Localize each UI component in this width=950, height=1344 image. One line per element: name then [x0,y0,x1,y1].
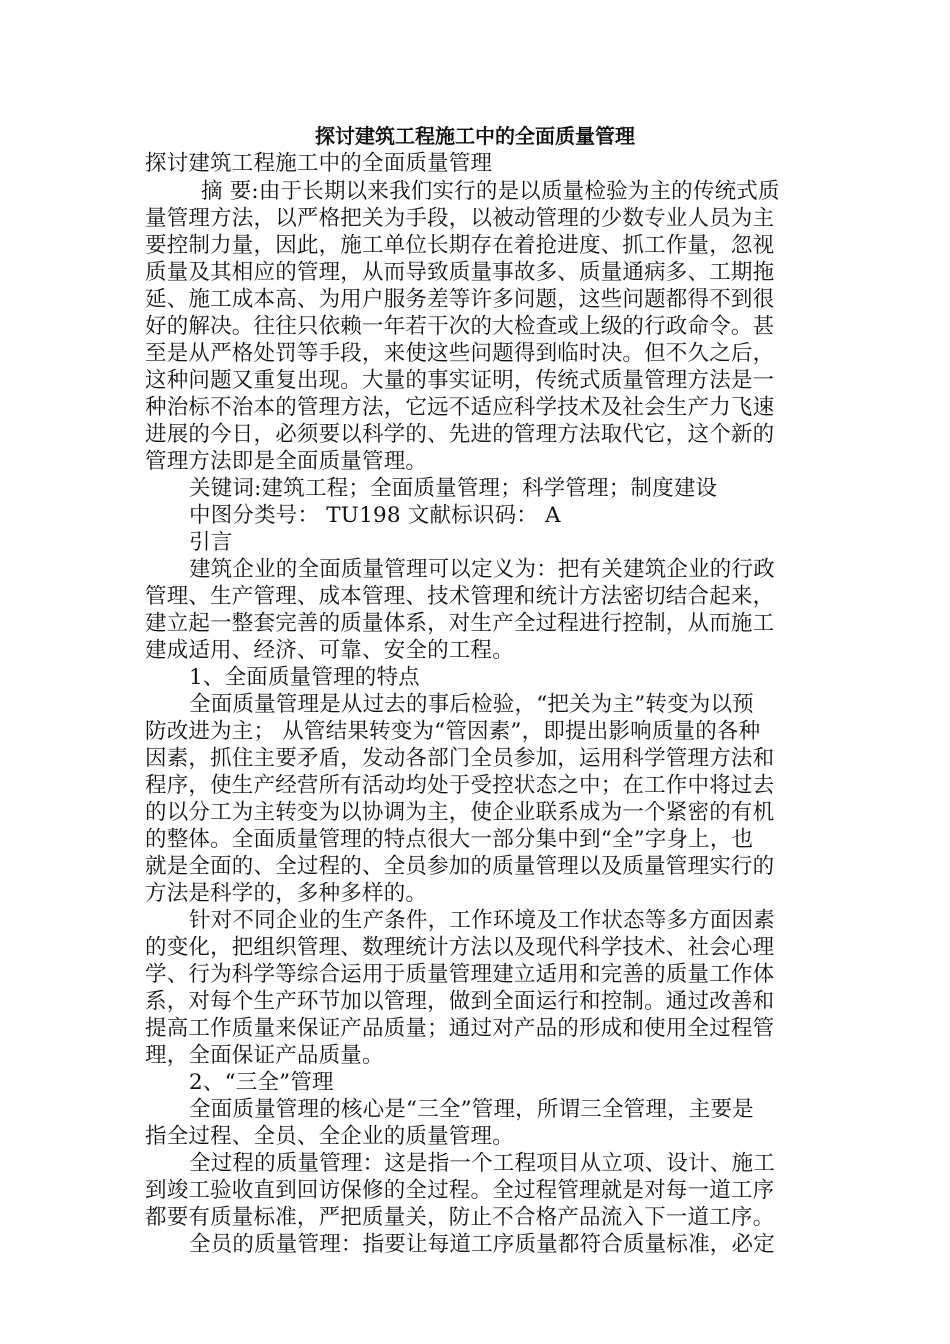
body-text-line: 种治标不治本的管理方法，它远不适应科学技术及社会生产力飞速 [145,395,775,420]
body-text-line: 都要有质量标准，严把质量关，防止不合格产品流入下一道工序。 [145,1205,775,1230]
body-text-line: 建筑企业的全面质量管理可以定义为：把有关建筑企业的行政 [189,557,775,582]
body-text-line: 的以分工为主转变为以协调为主，使企业联系成为一个紧密的有机 [145,800,775,825]
body-text-line: 全员的质量管理：指要让每道工序质量都符合质量标准，必定 [189,1232,775,1257]
body-text-line: 程序，使生产经营所有活动均处于受控状态之中；在工作中将过去 [145,773,775,798]
body-text-line: 因素，抓住主要矛盾，发动各部门全员参加，运用科学管理方法和 [145,746,775,771]
body-text-line: 质量及其相应的管理，从而导致质量事故多、质量通病多、工期拖 [145,260,775,285]
body-text-line: 进展的今日，必须要以科学的、先进的管理方法取代它，这个新的 [145,422,775,447]
body-text-line: 全面质量管理的核心是“三全”管理，所谓三全管理，主要是 [189,1097,754,1122]
body-text-line: 管理、生产管理、成本管理、技术管理和统计方法密切结合起来， [145,584,775,609]
body-text-line: 全过程的质量管理：这是指一个工程项目从立项、设计、施工 [189,1151,775,1176]
body-text-line: 至是从严格处罚等手段，来使这些问题得到临时决。但不久之后， [145,341,775,366]
body-text-line: 管理方法即是全面质量管理。 [145,449,428,474]
document-subtitle: 探讨建筑工程施工中的全面质量管理 [145,151,493,176]
body-text-line: 量管理方法，以严格把关为手段，以被动管理的少数专业人员为主 [145,206,775,231]
body-text-line: 关键词:建筑工程；全面质量管理；科学管理；制度建设 [189,476,718,501]
body-text-line: 针对不同企业的生产条件，工作环境及工作状态等多方面因素 [189,908,775,933]
body-text-line: 全面质量管理是从过去的事后检验，“把关为主”转变为以预 [189,692,754,717]
body-text-line: 延、施工成本高、为用户服务差等许多问题，这些问题都得不到很 [145,287,775,312]
body-text-line: 中图分类号： TU198 文献标识码： A [189,503,561,528]
body-text-line: 这种问题又重复出现。大量的事实证明，传统式质量管理方法是一 [145,368,775,393]
body-text-line: 引言 [189,530,233,555]
document-title: 探讨建筑工程施工中的全面质量管理 [315,124,635,148]
body-text-line: 到竣工验收直到回访保修的全过程。全过程管理就是对每一道工序 [145,1178,775,1203]
body-text-line: 的变化，把组织管理、数理统计方法以及现代科学技术、社会心理 [145,935,775,960]
body-text-line: 摘 要:由于长期以来我们实行的是以质量检验为主的传统式质 [201,179,780,204]
body-text-line: 建立起一整套完善的质量体系，对生产全过程进行控制，从而施工 [145,611,775,636]
body-text-line: 防改进为主； 从管结果转变为“管因素”，即提出影响质量的各种 [145,719,761,744]
body-text-line: 就是全面的、全过程的、全员参加的质量管理以及质量管理实行的 [145,854,775,879]
body-text-line: 1、全面质量管理的特点 [189,665,420,690]
body-text-line: 学、行为科学等综合运用于质量管理建立适用和完善的质量工作体 [145,962,775,987]
body-text-line: 好的解决。往往只依赖一年若干次的大检查或上级的行政命令。甚 [145,314,775,339]
body-text-line: 系，对每个生产环节加以管理，做到全面运行和控制。通过改善和 [145,989,775,1014]
body-text-line: 要控制力量，因此，施工单位长期存在着抢进度、抓工作量，忽视 [145,233,775,258]
body-text-line: 方法是科学的，多种多样的。 [145,881,428,906]
body-text-line: 提高工作质量来保证产品质量；通过对产品的形成和使用全过程管 [145,1016,775,1041]
body-text-line: 2、“三全”管理 [189,1070,334,1095]
body-text-line: 指全过程、全员、全企业的质量管理。 [145,1124,514,1149]
body-text-line: 建成适用、经济、可靠、安全的工程。 [145,638,514,663]
body-text-line: 理，全面保证产品质量。 [145,1043,384,1068]
body-text-line: 的整体。全面质量管理的特点很大一部分集中到“全”字身上，也 [145,827,754,852]
